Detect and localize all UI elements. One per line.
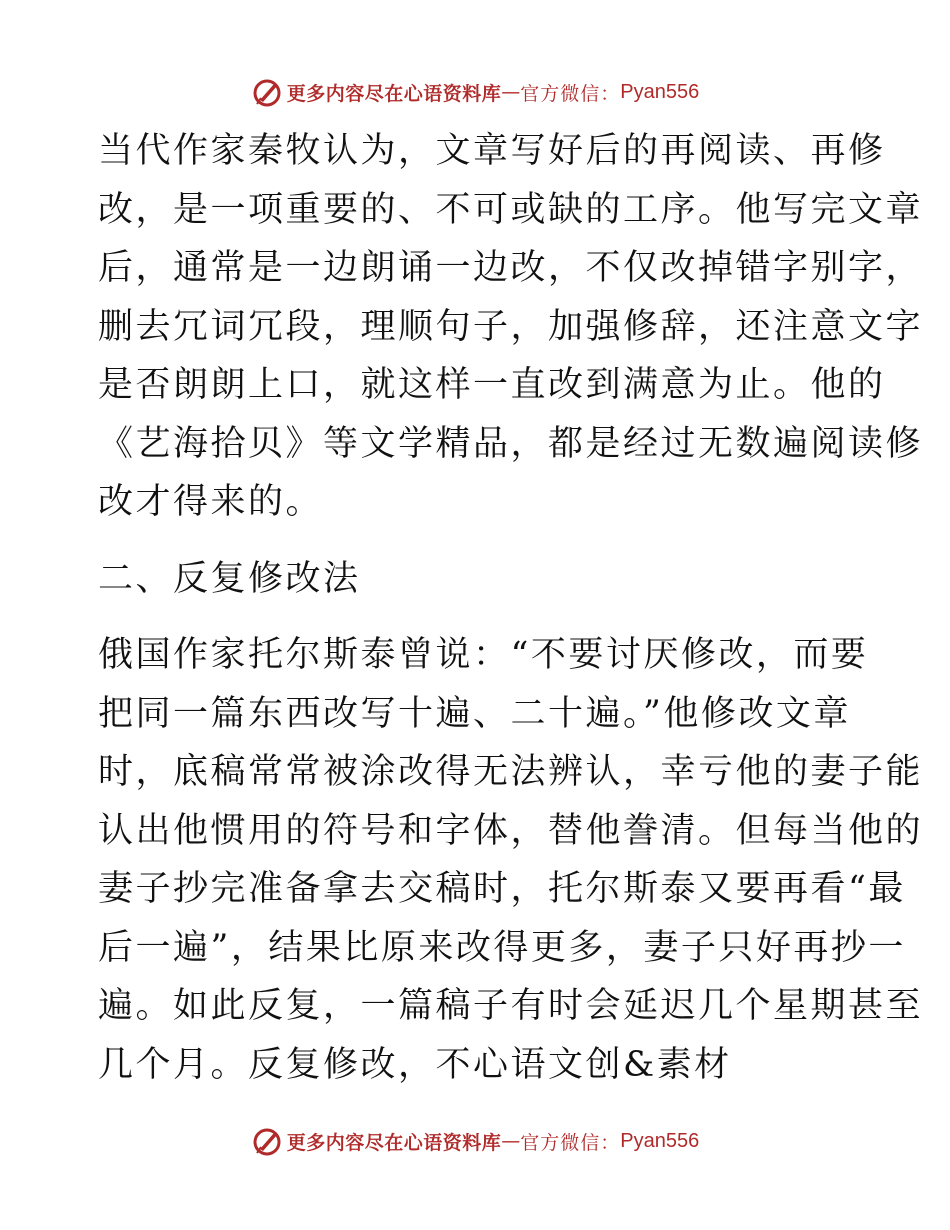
text-line: 当代作家秦牧认为，文章写好后的再阅读、再修 (98, 131, 886, 171)
section-heading: 二、反复修改法 (98, 558, 361, 599)
banner-wechat-label: 官方微信： (520, 82, 621, 105)
paragraph-tolstoy (98, 626, 924, 1094)
banner-wechat-id: Pyan556 (620, 80, 700, 103)
banner-wechat-label: 官方微信： (520, 1131, 621, 1154)
paragraph-qin-mu (98, 122, 924, 532)
footer-banner (0, 1121, 950, 1161)
text-line: 改才得来的。 (98, 482, 324, 522)
quill-pen-logo-icon (251, 1125, 283, 1157)
text-line: 删去冗词冗段，理顺句子，加强修辞，还注意文字 (98, 306, 924, 347)
banner-main-text: 更多内容尽在心语资料库 (286, 82, 502, 105)
banner-wechat-id: Pyan556 (620, 1129, 700, 1152)
text-line: 《艺海拾贝》等文学精品，都是经过无数遍阅读修 (98, 423, 924, 464)
text-line: 时，底稿常常被涂改得无法辨认，幸亏他的妻子能 (98, 752, 924, 792)
text-line: 遍。如此反复，一篇稿子有时会延迟几个星期甚至 (98, 986, 924, 1026)
text-line: 是否朗朗上口，就这样一直改到满意为止。他的 (98, 365, 886, 405)
banner-main-text: 更多内容尽在心语资料库 (286, 1131, 502, 1154)
header-banner (0, 72, 950, 112)
text-line: 俄国作家托尔斯泰曾说：“不要讨厌修改，而要 (98, 635, 869, 675)
banner-separator: — (501, 1130, 521, 1152)
banner-separator: — (501, 81, 521, 103)
text-line: 改，是一项重要的、不可或缺的工序。他写完文章 (98, 189, 924, 230)
document-body (98, 122, 924, 1094)
text-line: 把同一篇东西改写十遍、二十遍。”他修改文章 (98, 693, 851, 734)
text-line: 后一遍”，结果比原来改得更多，妻子只好再抄一 (98, 927, 906, 968)
quill-pen-logo-icon (251, 76, 283, 108)
text-line: 后，通常是一边朗诵一边改，不仅改掉错字别字， (98, 248, 924, 288)
text-line: 妻子抄完准备拿去交稿时，托尔斯泰又要再看“最 (98, 869, 906, 909)
text-line: 几个月。反复修改，不心语文创&素材 (98, 1044, 732, 1085)
text-line: 认出他惯用的符号和字体，替他誊清。但每当他的 (98, 810, 924, 851)
